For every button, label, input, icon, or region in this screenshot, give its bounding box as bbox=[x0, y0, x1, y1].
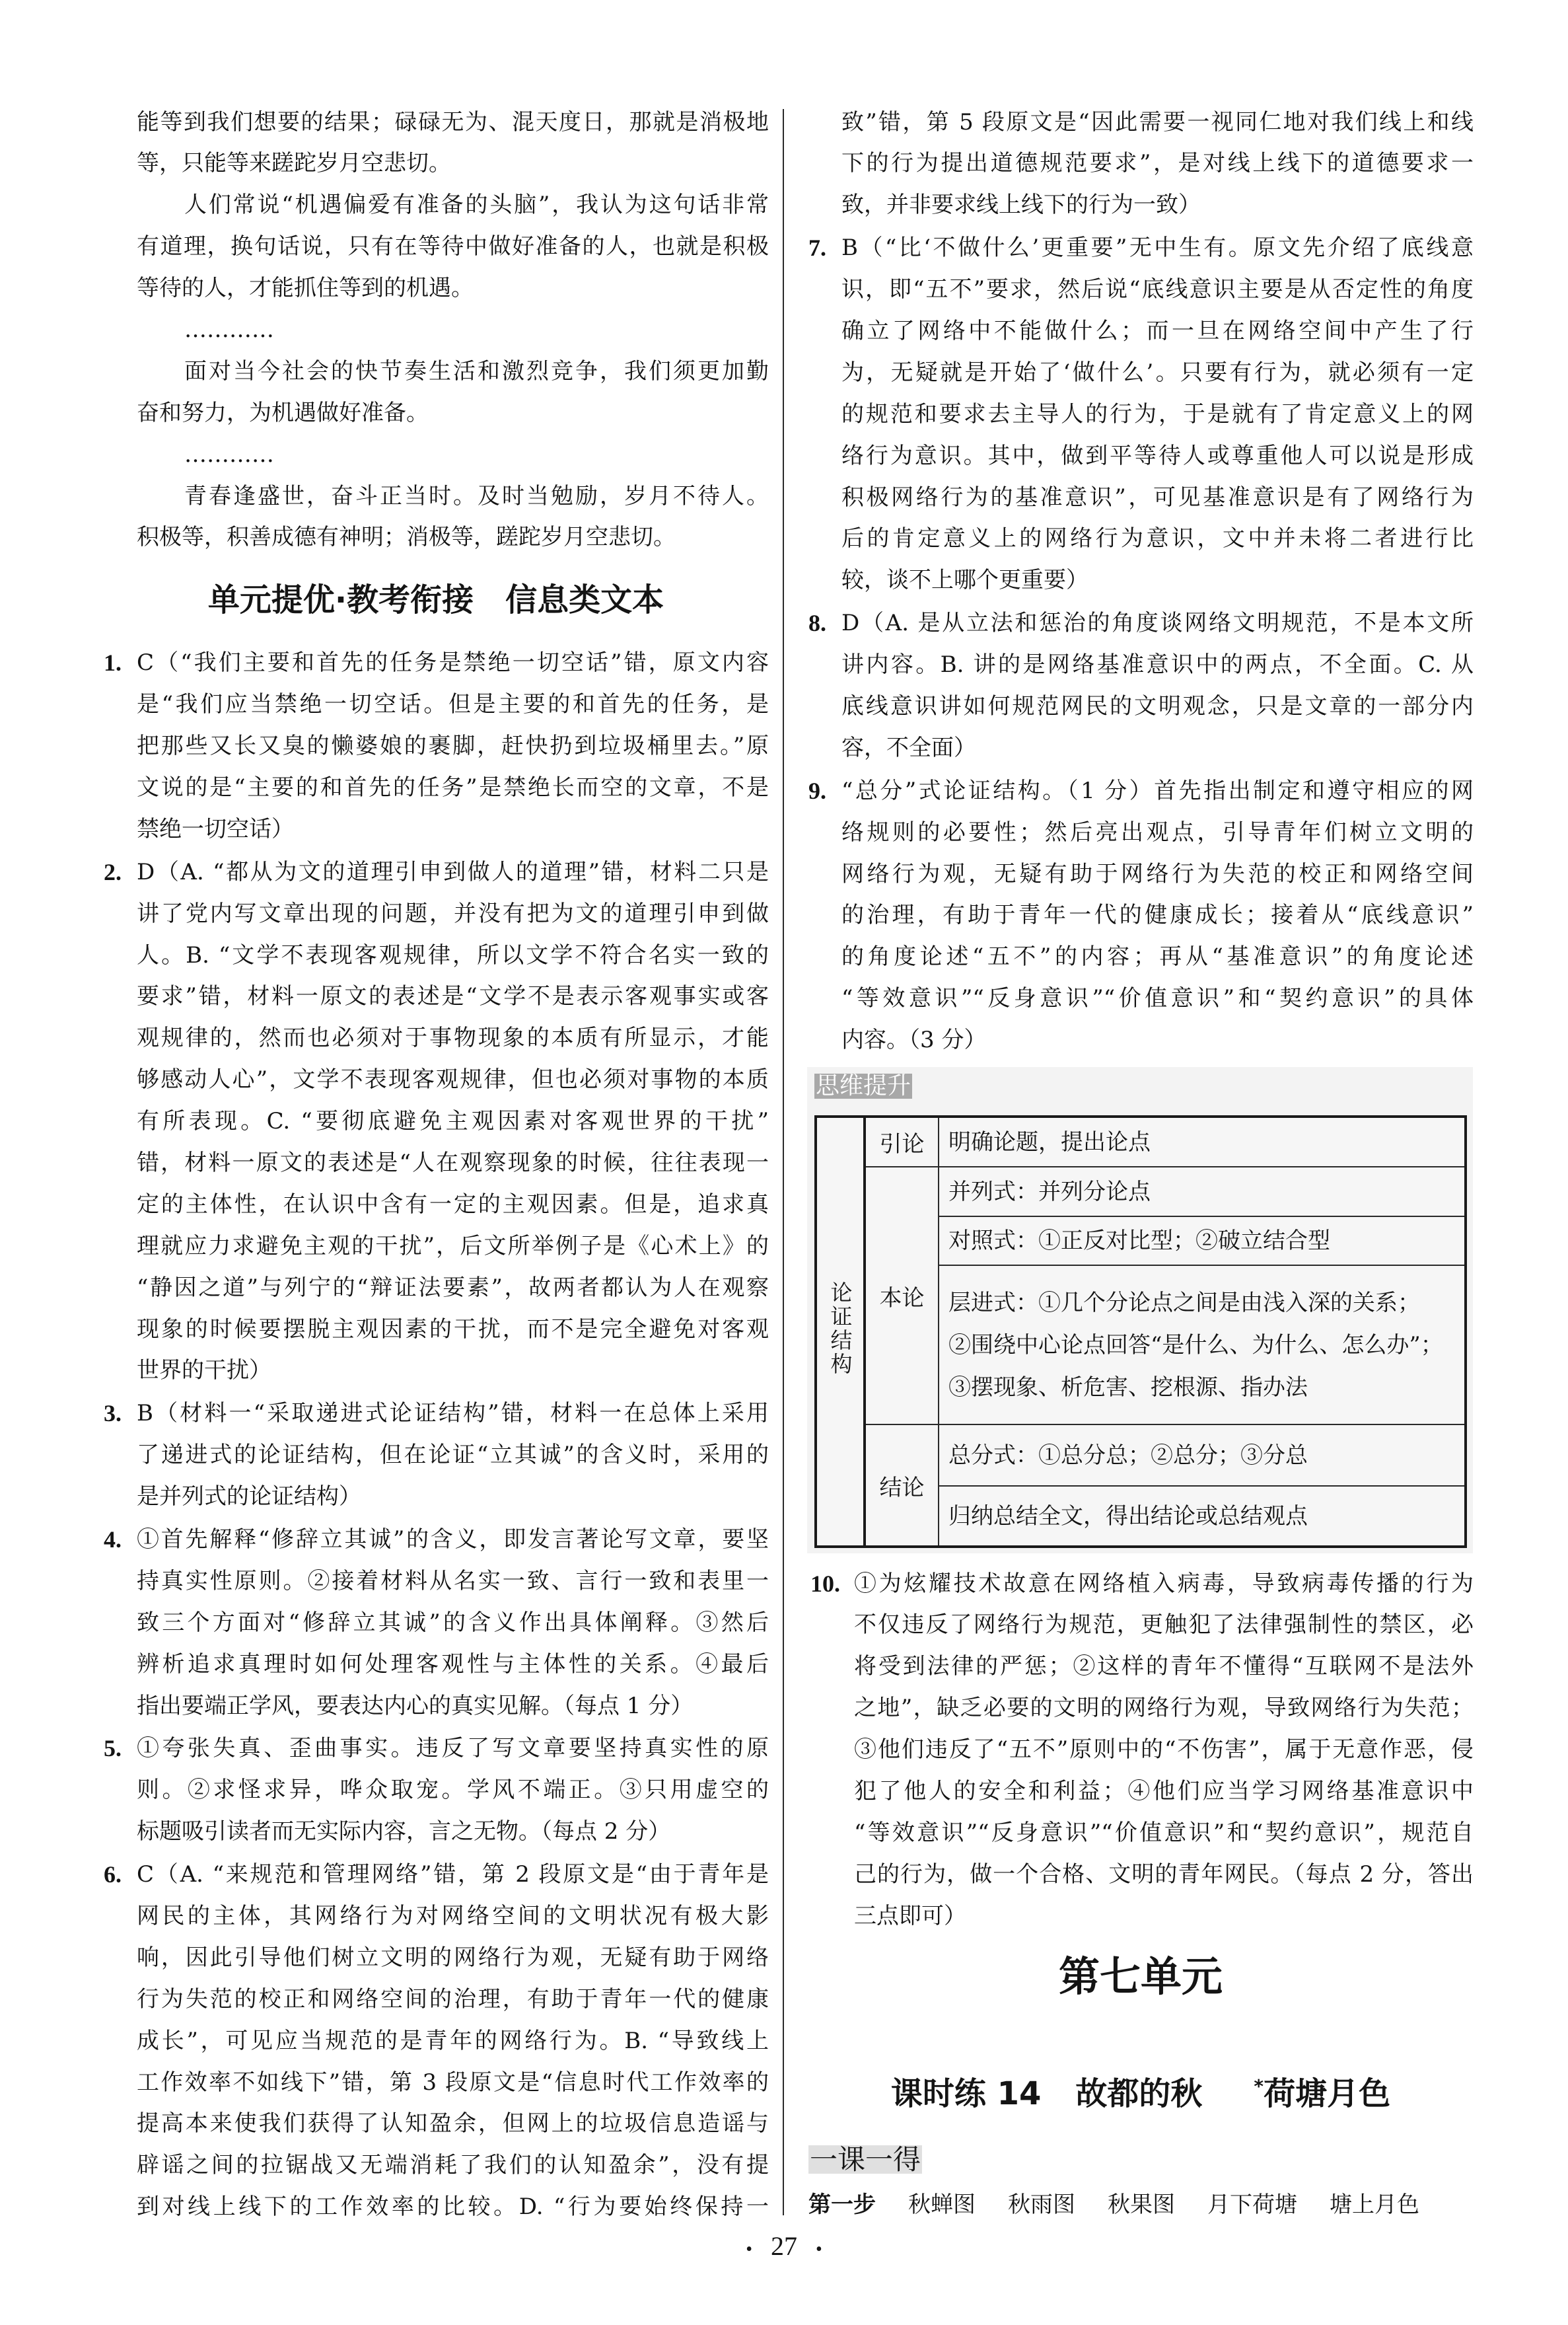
answer-line: 下的行为提出道德规范要求”，是对线上线下的道德要求一 bbox=[841, 150, 1474, 177]
thinking-upgrade-label: 思维提升 bbox=[816, 1072, 911, 1099]
answer-line: 识，即“五不”要求，然后说“底线意识主要是从否定性的角度 bbox=[841, 276, 1474, 303]
answer-line: 成长”，可见应当规范的是青年的网络行为。B. “导致线上 bbox=[137, 2027, 769, 2054]
table-entry-line: 并列式：并列分论点 bbox=[948, 1178, 1151, 1205]
answer-body bbox=[137, 1519, 773, 1726]
answer-line: 标题吸引读者而无实际内容，言之无物。（每点 2 分） bbox=[137, 1818, 671, 1845]
answer-line: C（“我们主要和首先的任务是禁绝一切空话”错，原文内容 bbox=[137, 649, 769, 677]
answer-item bbox=[99, 852, 773, 1392]
table-row bbox=[816, 1167, 1466, 1216]
answer-body bbox=[841, 770, 1474, 1061]
essay-paragraph bbox=[137, 351, 773, 434]
table-entry-cell bbox=[939, 1167, 1466, 1216]
lesson-text-title-2: 荷塘月色 bbox=[1264, 2075, 1391, 2112]
answer-body bbox=[854, 1563, 1474, 1937]
lesson-section-label: 一课一得 bbox=[810, 2143, 921, 2176]
answer-number: 4. bbox=[104, 1526, 122, 1553]
answer-line: 工作效率不如线下”错，第 3 段原文是“信息时代工作效率的 bbox=[137, 2069, 769, 2096]
table-entry-cell bbox=[939, 1424, 1466, 1486]
table-part-cell: 结论 bbox=[865, 1424, 939, 1547]
answer-line: 三点即可） bbox=[854, 1902, 966, 1929]
answer-line: 响，因此引导他们树立文明的网络行为观，无疑有助于网络 bbox=[137, 1944, 769, 1971]
answer-line: 的治理，有助于青年一代的健康成长；接着从“底线意识” bbox=[841, 902, 1474, 929]
answer-line: B（“比‘不做什么’更重要”无中生有。原文先介绍了底线意 bbox=[841, 235, 1474, 262]
answer-item bbox=[807, 227, 1474, 601]
answer-line: 人。B. “文学不表现客观规律，所以文学不符合名实一致的 bbox=[137, 941, 769, 969]
section-heading: 单元提优·教考衔接 信息类文本 bbox=[207, 581, 664, 619]
answer-line: 容，不全面） bbox=[841, 734, 976, 761]
answer-body bbox=[137, 1854, 773, 2228]
answer-body bbox=[137, 1728, 773, 1853]
essay-line: 能等到我们想要的结果；碌碌无为、混天度日，那就是消极地 bbox=[137, 108, 769, 135]
answer-line: 辟谣之间的拉锯战又无端消耗了我们的认知盈余”，没有提 bbox=[137, 2152, 769, 2179]
answer-line: 网民的主体，其网络行为对网络空间的文明状况有极大影 bbox=[137, 1903, 769, 1930]
answer-line: 理就应力求避免主观的干扰”，后文所举例子是《心术上》的 bbox=[137, 1232, 769, 1259]
answer-line: 禁绝一切空话） bbox=[137, 815, 294, 842]
essay-line: 积极等，积善成德有神明；消极等，蹉跎岁月空悲切。 bbox=[137, 524, 676, 551]
ellipsis-line: ………… bbox=[184, 316, 274, 343]
essay-line: 人们常说“机遇偏爱有准备的头脑”，我认为这句话非常 bbox=[184, 192, 769, 219]
answer-line: 够感动人心”，文学不表现客观规律，但也必须对事物的本质 bbox=[137, 1066, 769, 1093]
essay-ellipsis bbox=[137, 434, 773, 476]
answer-line: 则。②求怪求异，哗众取宠。学风不端正。③只用虚空的 bbox=[137, 1777, 769, 1804]
answer-line: “总分”式论证结构。（1 分）首先指出制定和遵守相应的网 bbox=[841, 777, 1474, 804]
answer-line: 定的主体性，在认识中含有一定的主观因素。但是，追求真 bbox=[137, 1191, 769, 1218]
answer-line: 后的肯定意义上的网络行为意识，文中并未将二者进行比 bbox=[841, 525, 1474, 552]
table-entry-line: ②围绕中心论点回答“是什么、为什么、怎么办”； bbox=[948, 1331, 1443, 1358]
answer-line: 网络行为观，无疑有助于网络行为失范的校正和网络空间 bbox=[841, 860, 1474, 887]
table-row bbox=[816, 1117, 1466, 1167]
answer-number: 6. bbox=[104, 1861, 122, 1888]
answer-line: 要求”错，材料一原文的表述是“文学不是表示客观事实或客 bbox=[137, 983, 769, 1010]
table-entry-cell bbox=[939, 1216, 1466, 1265]
step-one-item: 塘上月色 bbox=[1330, 2192, 1419, 2218]
answer-line: D（A. 是从立法和惩治的角度谈网络文明规范，不是本文所 bbox=[841, 610, 1474, 637]
answer-item bbox=[807, 603, 1474, 769]
answer-line: ①首先解释“修辞立其诚”的含义，即发言著论写文章，要坚 bbox=[137, 1526, 769, 1553]
answer-body bbox=[841, 227, 1474, 601]
answer-item bbox=[99, 1728, 773, 1853]
lesson-title bbox=[807, 2067, 1474, 2112]
step-one-row bbox=[808, 2184, 1419, 2226]
step-one-item: 秋雨图 bbox=[1008, 2192, 1075, 2218]
answer-line: 之地”，缺乏必要的文明的网络行为观，导致网络行为失范； bbox=[854, 1695, 1474, 1722]
answer-body bbox=[841, 603, 1474, 769]
table-entry-line: 对照式：①正反对比型；②破立结合型 bbox=[948, 1228, 1330, 1254]
answer-line: 辨析追求真理时如何处理客观性与主体性的关系。④最后 bbox=[137, 1650, 769, 1678]
answer-body bbox=[137, 852, 773, 1392]
answer-line: 文说的是“主要的和首先的任务”是禁绝长而空的文章，不是 bbox=[137, 774, 769, 801]
answer-item bbox=[807, 1563, 1474, 1937]
essay-paragraph bbox=[137, 184, 773, 309]
step-one-label: 第一步 bbox=[808, 2192, 876, 2218]
answer-6-continuation bbox=[841, 102, 1474, 227]
table-entry-line: ③摆现象、析危害、挖根源、指办法 bbox=[948, 1374, 1308, 1401]
table-part-cell: 本论 bbox=[865, 1167, 939, 1424]
argument-structure-table bbox=[814, 1115, 1467, 1548]
answer-line: 到对线上线下的工作效率的比较。D. “行为要始终保持一 bbox=[137, 2194, 769, 2221]
essay-paragraph bbox=[137, 476, 773, 559]
answer-line: “等效意识”“反身意识”“价值意识”和“契约意识”的具体 bbox=[841, 985, 1474, 1012]
table-category-label: 论证结构 bbox=[827, 1281, 853, 1376]
table-category-cell bbox=[816, 1117, 865, 1547]
answer-item bbox=[99, 1519, 773, 1726]
answer-list bbox=[99, 642, 773, 2228]
answer-line: ①夸张失真、歪曲事实。违反了写文章要坚持真实性的原 bbox=[137, 1735, 769, 1762]
answer-line: 提高本来使我们获得了认知盈余，但网上的垃圾信息造谣与 bbox=[137, 2110, 769, 2137]
answer-line: C（A. “来规范和管理网络”错，第 2 段原文是“由于青年是 bbox=[137, 1861, 769, 1888]
answer-line: 内容。（3 分） bbox=[841, 1027, 987, 1054]
answer-line: 将受到法律的严惩；②这样的青年不懂得“互联网不是法外 bbox=[854, 1653, 1474, 1680]
answer-item bbox=[807, 770, 1474, 1061]
answer-number: 10. bbox=[810, 1570, 840, 1597]
step-one-item: 秋蝉图 bbox=[908, 2192, 976, 2218]
answer-line: 是并列式的论证结构） bbox=[137, 1483, 361, 1510]
answer-line: 较，谈不上哪个更重要） bbox=[841, 567, 1088, 594]
answer-number: 5. bbox=[104, 1735, 122, 1762]
answer-line: “等效意识”“反身意识”“价值意识”和“契约意识”，规范自 bbox=[854, 1819, 1474, 1846]
answer-line: 络行为意识。其中，做到平等待人或尊重他人可以说是形成 bbox=[841, 442, 1474, 469]
answer-line: 观规律的，然而也必须对于事物现象的本质有所显示，才能 bbox=[137, 1025, 769, 1052]
answer-item bbox=[99, 1854, 773, 2228]
answer-line: 现象的时候要摆脱主观因素的干扰，而不是完全避免对客观 bbox=[137, 1315, 769, 1343]
essay-line: 面对当今社会的快节奏生活和激烈竞争，我们须更加勤 bbox=[184, 357, 769, 385]
answer-line: 为，无疑就是开始了‘做什么’。只要有行为，就必须有一定 bbox=[841, 359, 1474, 386]
answer-number: 1. bbox=[104, 649, 122, 677]
table-entry-cell bbox=[939, 1486, 1466, 1547]
page-number bbox=[718, 2232, 850, 2261]
answer-number: 7. bbox=[808, 235, 826, 262]
essay-line: 青春逢盛世，奋斗正当时。及时当勉励，岁月不待人。 bbox=[184, 482, 769, 509]
answer-line: 世界的干扰） bbox=[137, 1357, 271, 1384]
optional-text-star: * bbox=[1254, 2075, 1264, 2097]
answer-line: ①为炫耀技术故意在网络植入病毒，导致病毒传播的行为 bbox=[854, 1570, 1474, 1597]
table-entry-line: 总分式：①总分总；②总分；③分总 bbox=[948, 1442, 1308, 1469]
answer-line: D（A. “都从为文的道理引申到做人的道理”错，材料二只是 bbox=[137, 858, 769, 885]
lesson-text-title-1: 故都的秋 bbox=[1075, 2075, 1203, 2112]
table-part-cell: 引论 bbox=[865, 1117, 939, 1167]
ellipsis-line: ………… bbox=[184, 441, 274, 468]
answer-line: 犯了他人的安全和利益；④他们应当学习网络基准意识中 bbox=[854, 1777, 1474, 1804]
answer-line: 的角度论述“五不”的内容；再从“基准意识”的角度论述 bbox=[841, 943, 1474, 971]
answer-line: 底线意识讲如何规范网民的文明观念，只是文章的一部分内 bbox=[841, 692, 1474, 720]
answer-item bbox=[99, 1393, 773, 1518]
answer-line: 确立了网络中不能做什么；而一旦在网络空间中产生了行 bbox=[841, 317, 1474, 344]
answer-line: 讲内容。B. 讲的是网络基准意识中的两点，不全面。C. 从 bbox=[841, 651, 1474, 679]
left-column bbox=[99, 102, 773, 2229]
page-ornament-left: • bbox=[746, 2239, 752, 2260]
answer-line: 错，材料一原文的表述是“人在观察现象的时候，往往表现一 bbox=[137, 1149, 769, 1176]
table-entry-cell bbox=[939, 1265, 1466, 1424]
lesson-number: 课时练 14 bbox=[890, 2075, 1042, 2112]
table-entry-line: 归纳总结全文，得出结论或总结观点 bbox=[948, 1502, 1308, 1530]
answer-line: B（材料一“采取递进式论证结构”错，材料一在总体上采用 bbox=[137, 1400, 769, 1427]
answer-number: 9. bbox=[808, 777, 826, 804]
answer-line: 有所表现。C. “要彻底避免主观因素对客观世界的干扰” bbox=[137, 1108, 769, 1135]
answer-line: 讲了党内写文章出现的问题，并没有把为文的道理引申到做 bbox=[137, 900, 769, 927]
sample-essay bbox=[137, 102, 773, 559]
answer-number: 2. bbox=[104, 858, 122, 885]
essay-line: 等，只能等来蹉跎岁月空悲切。 bbox=[137, 150, 451, 177]
answer-line: 致三个方面对“修辞立其诚”的含义作出具体阐释。③然后 bbox=[137, 1609, 769, 1636]
answer-line: ③他们违反了“五不”原则中的“不伤害”，属于无意作恶，侵 bbox=[854, 1736, 1474, 1763]
right-column-answers bbox=[807, 102, 1474, 1061]
unit-title: 第七单元 bbox=[1058, 1952, 1223, 2001]
answer-body bbox=[137, 642, 773, 850]
step-one-item: 月下荷塘 bbox=[1207, 2192, 1297, 2218]
answer-line: 持真实性原则。②接着材料从名实一致、言行一致和表里一 bbox=[137, 1567, 769, 1594]
answer-body bbox=[137, 1393, 773, 1518]
answer-line: “静因之道”与列宁的“辩证法要素”，故两者都认为人在观察 bbox=[137, 1274, 769, 1301]
column-divider bbox=[783, 109, 784, 2215]
essay-line: 奋和努力，为机遇做好准备。 bbox=[137, 399, 429, 426]
page-ornament-right: • bbox=[816, 2239, 822, 2260]
answer-line: 致，并非要求线上线下的行为一致） bbox=[841, 192, 1201, 219]
answer-number: 3. bbox=[104, 1400, 122, 1427]
essay-ellipsis bbox=[137, 309, 773, 351]
essay-line: 等待的人，才能抓住等到的机遇。 bbox=[137, 275, 474, 302]
answer-line: 络规则的必要性；然后亮出观点，引导青年们树立文明的 bbox=[841, 819, 1474, 846]
answer-line: 不仅违反了网络行为规范，更触犯了法律强制性的禁区，必 bbox=[854, 1611, 1474, 1639]
answer-line: 是“我们应当禁绝一切空话。但是主要的和首先的任务，是 bbox=[137, 691, 769, 718]
answer-item bbox=[99, 642, 773, 850]
table-entry-cell bbox=[939, 1117, 1466, 1167]
step-one-item: 秋果图 bbox=[1108, 2192, 1175, 2218]
answer-line: 把那些又长又臭的懒婆娘的裹脚，赶快扔到垃圾桶里去。”原 bbox=[137, 733, 769, 760]
table-row bbox=[816, 1424, 1466, 1486]
table-entry-line: 层进式：①几个分论点之间是由浅入深的关系； bbox=[948, 1289, 1420, 1316]
answer-line: 积极网络行为的基准意识”，可见基准意识是有了网络行为 bbox=[841, 484, 1474, 511]
essay-paragraph bbox=[137, 102, 773, 185]
thinking-upgrade-box bbox=[807, 1067, 1473, 1553]
answer-line: 致”错，第 5 段原文是“因此需要一视同仁地对我们线上和线 bbox=[841, 108, 1474, 135]
answer-line: 的规范和要求去主导人的行为，于是就有了肯定意义上的网 bbox=[841, 400, 1474, 427]
answer-line: 己的行为，做一个合格、文明的青年网民。（每点 2 分，答出 bbox=[854, 1861, 1474, 1888]
answer-line: 了递进式的论证结构，但在论证“立其诚”的含义时，采用的 bbox=[137, 1442, 769, 1469]
answer-number: 8. bbox=[808, 610, 826, 637]
answer-line: 行为失范的校正和网络空间的治理，有助于青年一代的健康 bbox=[137, 1985, 769, 2012]
essay-line: 有道理，换句话说，只有在等待中做好准备的人，也就是积极 bbox=[137, 233, 769, 260]
table-entry-line: 明确论题，提出论点 bbox=[948, 1128, 1151, 1156]
page-number-value: 27 bbox=[771, 2231, 797, 2261]
answer-line: 指出要端正学风，要表达内心的真实见解。（每点 1 分） bbox=[137, 1692, 694, 1719]
